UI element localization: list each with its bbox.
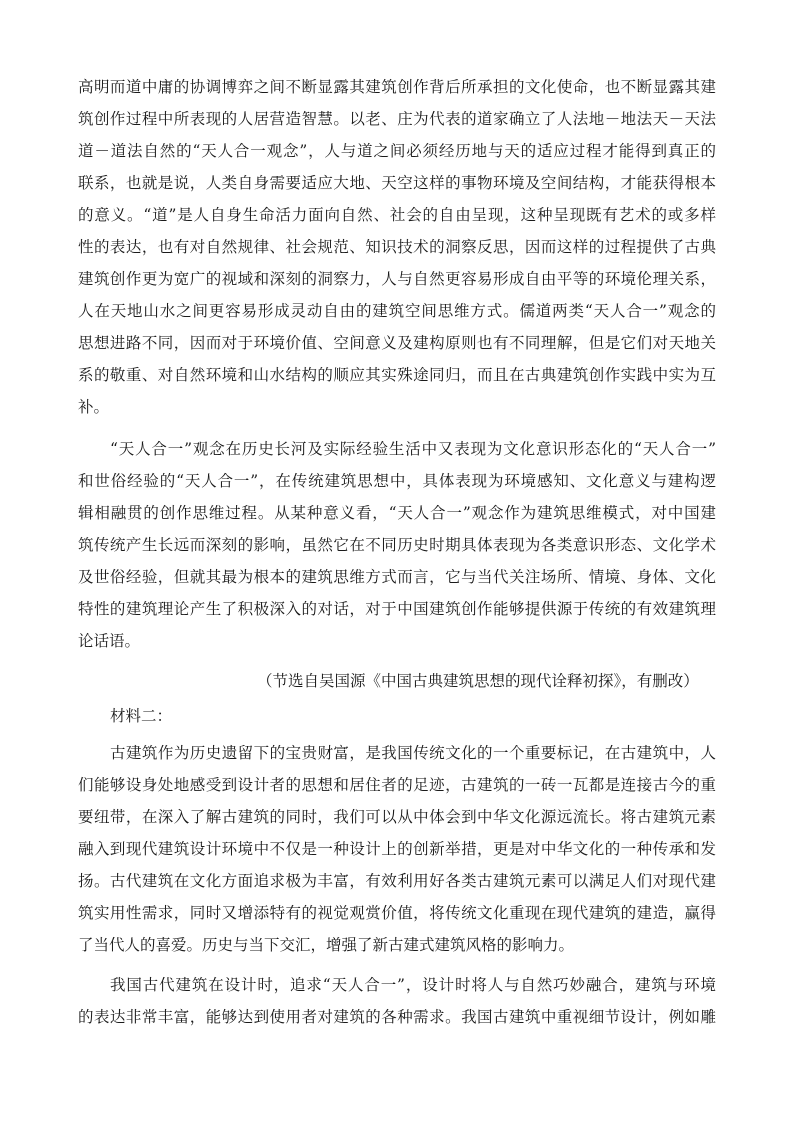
text-line: 筑实用性需求，同时又增添特有的视觉观赏价值，将传统文化重现在现代建筑的建造，赢得 [78,904,716,922]
text-line: 特性的建筑理论产生了积极深入的对话，对于中国建筑创作能够提供源于传统的有效建筑理 [78,600,716,618]
text-line: 思想进路不同，因而对于环境价值、空间意义及建构原则也有不同理解，但是它们对天地关 [78,334,716,352]
text-line: 和世俗经验的“天人合一”，在传统建筑思想中，具体表现为环境感知、文化意义与建构逻 [78,472,716,490]
text-line: 们能够设身处地感受到设计者的思想和居住者的足迹，古建筑的一砖一瓦都是连接古今的重 [78,776,716,794]
text-line: 道－道法自然的“天人合一观念”，人与道之间必须经历地与天的适应过程才能得到真正的 [78,142,716,160]
text-line: 人在天地山水之间更容易形成灵动自由的建筑空间思维方式。儒道两类“天人合一”观念的 [78,302,716,320]
text-line: 我国古代建筑在设计时，追求“天人合一”，设计时将人与自然巧妙融合，建筑与环境 [110,976,716,994]
text-line: 补。 [78,398,110,416]
text-line: 辑相融贯的创作思维过程。从某种意义看，“天人合一”观念作为建筑思维模式，对中国建 [78,504,716,522]
text-line: 了当代人的喜爱。历史与当下交汇，增强了新古建式建筑风格的影响力。 [78,936,575,954]
text-line: 论话语。 [78,632,141,650]
text-line: 融入到现代建筑设计环境中不仅是一种设计上的创新举措，更是对中华文化的一种传承和发 [78,840,716,858]
text-line: 建筑创作更为宽广的视域和深刻的洞察力，人与自然更容易形成自由平等的环境伦理关系， [78,270,716,288]
text-line: 高明而道中庸的协调博弈之间不断显露其建筑创作背后所承担的文化使命，也不断显露其建 [78,78,716,96]
text-line: 的表达非常丰富，能够达到使用者对建筑的各种需求。我国古建筑中重视细节设计，例如雕 [78,1008,716,1026]
text-line: 筑创作过程中所表现的人居营造智慧。以老、庄为代表的道家确立了人法地－地法天－天法 [78,110,716,128]
text-line: “天人合一”观念在历史长河及实际经验生活中又表现为文化意识形态化的“天人合一” [110,440,716,458]
section-heading: 材料二： [110,707,173,725]
text-line: 的意义。“道”是人自身生命活力面向自然、社会的自由呈现，这种呈现既有艺术的或多样 [78,206,716,224]
source-citation: （节选自吴国源《中国古典建筑思想的现代诠释初探》，有删改） [257,672,699,690]
text-line: 筑传统产生长远而深刻的影响，虽然它在不同历史时期具体表现为各类意识形态、文化学术 [78,536,716,554]
text-line: 扬。古代建筑在文化方面追求极为丰富，有效利用好各类古建筑元素可以满足人们对现代建 [78,872,716,890]
text-line: 联系，也就是说，人类自身需要适应大地、天空这样的事物环境及空间结构，才能获得根本 [78,174,716,192]
text-line: 古建筑作为历史遗留下的宝贵财富，是我国传统文化的一个重要标记，在古建筑中，人 [110,744,716,762]
text-line: 要纽带，在深入了解古建筑的同时，我们可以从中体会到中华文化源远流长。将古建筑元素 [78,808,716,826]
text-line: 及世俗经验，但就其最为根本的建筑思维方式而言，它与当代关注场所、情境、身体、文化 [78,568,716,586]
text-line: 性的表达，也有对自然规律、社会规范、知识技术的洞察反思，因而这样的过程提供了古典 [78,238,716,256]
text-line: 系的敬重、对自然环境和山水结构的顺应其实殊途同归，而且在古典建筑创作实践中实为互 [78,366,716,384]
